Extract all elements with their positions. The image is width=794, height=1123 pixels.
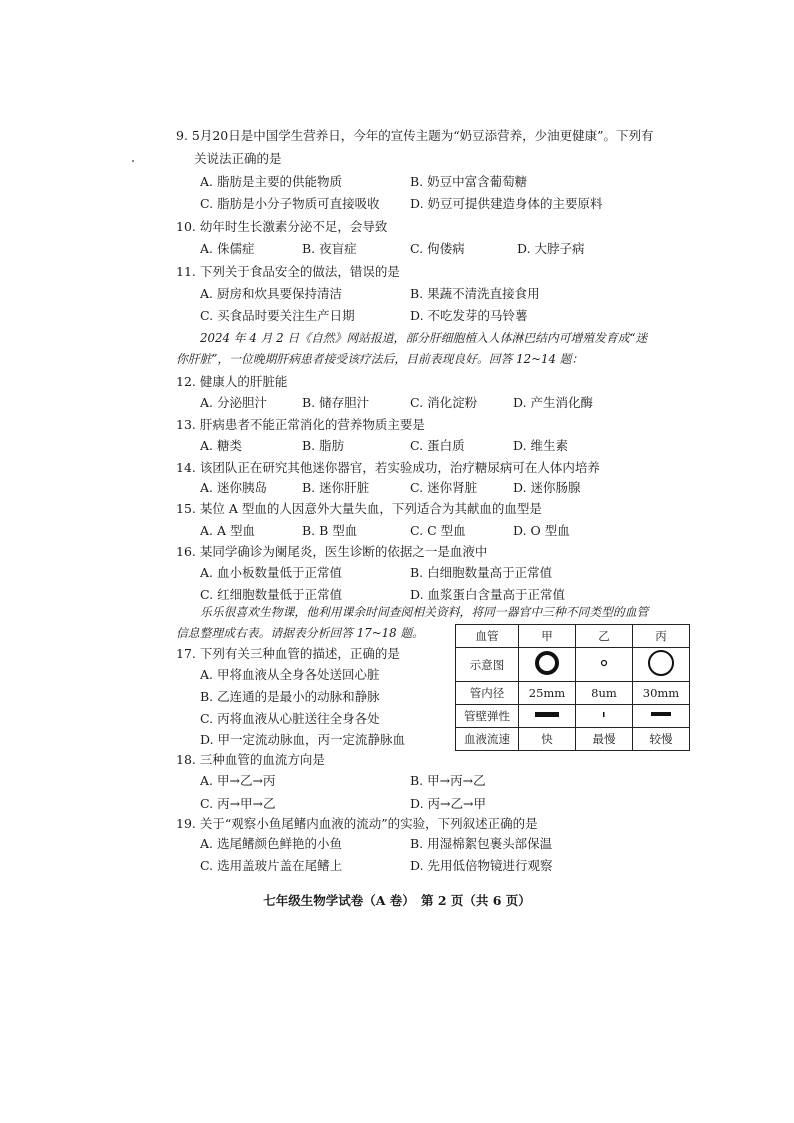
table-row-header	[456, 625, 690, 648]
q12-option-d: D. 产生消化酶	[513, 395, 594, 410]
q17-option-a: A. 甲将血液从全身各处送回心脏	[200, 667, 380, 682]
blood-vessel-table	[455, 624, 690, 751]
q15-stem: 15. 某位 A 型血的人因意外大量失血，下列适合为其献血的血型是	[176, 501, 542, 516]
q12-option-b: B. 储存胆汁	[302, 395, 370, 410]
q9-option-c: C. 脂肪是小分子物质可直接吸收	[200, 196, 380, 211]
q13-option-b: B. 脂肪	[302, 438, 345, 453]
q14-stem: 14. 该团队正在研究其他迷你器官，若实验成功，治疗糖尿病可在人体内培养	[176, 460, 600, 475]
table-cell: 管内径	[456, 682, 519, 705]
q11-stem: 11. 下列关于食品安全的做法，错误的是	[176, 264, 400, 279]
q13-option-a: A. 糖类	[200, 438, 242, 453]
q19-option-d: D. 先用低倍物镜进行观察	[410, 858, 553, 873]
q9-stem-line1: 9. 5月20日是中国学生营养日，今年的宣传主题为“奶豆添营养，少油更健康”。下列有	[176, 128, 654, 143]
q17-option-b: B. 乙连通的是最小的动脉和静脉	[200, 689, 380, 704]
table-cell: 8um	[576, 682, 633, 705]
table-row-elasticity	[456, 705, 690, 728]
vessel-c-elasticity-bar	[633, 705, 690, 728]
q16-option-b: B. 白细胞数量高于正常值	[410, 565, 553, 580]
q12-option-c: C. 消化淀粉	[410, 395, 478, 410]
passage-vessel-line1: 乐乐很喜欢生物课，他利用课余时间查阅相关资料，将同一器官中三种不同类型的血管	[200, 605, 649, 619]
q10-stem: 10. 幼年时生长激素分泌不足，会导致	[176, 219, 388, 234]
page-footer: 七年级生物学试卷（A 卷） 第 2 页（共 6 页）	[263, 893, 531, 908]
q15-option-a: A. A 型血	[200, 523, 255, 538]
passage-liver-line2: 你肝脏”，一位晚期肝病患者接受该疗法后，目前表现良好。回答 12~14 题：	[176, 352, 584, 366]
q9-option-a: A. 脂肪是主要的供能物质	[200, 174, 342, 189]
q19-option-b: B. 用湿棉絮包裹头部保温	[410, 836, 553, 851]
q15-option-d: D. O 型血	[513, 523, 570, 538]
q10-option-c: C. 佝偻病	[410, 241, 465, 256]
q10-option-a: A. 侏儒症	[200, 241, 255, 256]
table-row-speed	[456, 728, 690, 751]
vessel-b-elasticity-bar	[576, 705, 633, 728]
q11-option-a: A. 厨房和炊具要保持清洁	[200, 286, 342, 301]
q15-option-b: B. B 型血	[302, 523, 358, 538]
q12-option-a: A. 分泌胆汁	[200, 395, 267, 410]
table-row-diameter	[456, 682, 690, 705]
table-cell: 示意图	[456, 648, 519, 682]
table-cell: 血管	[456, 625, 519, 648]
vessel-b-diagram	[576, 648, 633, 682]
vessel-a-diagram	[519, 648, 576, 682]
q16-option-c: C. 红细胞数量低于正常值	[200, 587, 343, 602]
q11-option-b: B. 果蔬不清洗直接食用	[410, 286, 540, 301]
q9-stem-line2: 关说法正确的是	[194, 151, 282, 166]
q17-option-d: D. 甲一定流动脉血，丙一定流静脉血	[200, 732, 406, 747]
q18-stem: 18. 三种血管的血流方向是	[176, 752, 325, 767]
table-cell: 快	[519, 728, 576, 751]
q16-option-d: D. 血浆蛋白含量高于正常值	[410, 587, 566, 602]
q13-stem: 13. 肝病患者不能正常消化的营养物质主要是	[176, 417, 425, 432]
q19-option-a: A. 选尾鳍颜色鲜艳的小鱼	[200, 836, 342, 851]
table-cell: 血液流速	[456, 728, 519, 751]
q18-option-c: C. 丙→甲→乙	[200, 796, 276, 811]
q11-option-c: C. 买食品时要关注生产日期	[200, 308, 355, 323]
q10-option-b: B. 夜盲症	[302, 241, 357, 256]
q14-option-d: D. 迷你肠腺	[513, 480, 581, 495]
table-cell: 甲	[519, 625, 576, 648]
q14-option-c: C. 迷你肾脏	[410, 480, 478, 495]
q11-option-d: D. 不吃发芽的马铃薯	[410, 308, 528, 323]
q13-option-d: D. 维生素	[513, 438, 569, 453]
q12-stem: 12. 健康人的肝脏能	[176, 374, 288, 389]
table-cell: 丙	[633, 625, 690, 648]
q16-stem: 16. 某同学确诊为阑尾炎，医生诊断的依据之一是血液中	[176, 544, 488, 559]
passage-vessel-line2: 信息整理成右表。请据表分析回答 17~18 题。	[176, 626, 424, 640]
q19-stem: 19. 关于“观察小鱼尾鳍内血液的流动”的实验，下列叙述正确的是	[176, 816, 538, 831]
table-cell: 较慢	[633, 728, 690, 751]
table-row-diagram	[456, 648, 690, 682]
q16-option-a: A. 血小板数量低于正常值	[200, 565, 342, 580]
q9-option-b: B. 奶豆中富含葡萄糖	[410, 174, 528, 189]
q14-option-a: A. 迷你胰岛	[200, 480, 267, 495]
q18-option-a: A. 甲→乙→丙	[200, 773, 276, 788]
passage-liver-line1: 2024 年 4 月 2 日《自然》网站报道，部分肝细胞植入人体淋巴结内可增殖发育成“迷	[200, 331, 648, 345]
table-cell: 25mm	[519, 682, 576, 705]
table-cell: 乙	[576, 625, 633, 648]
q15-option-c: C. C 型血	[410, 523, 466, 538]
q13-option-c: C. 蛋白质	[410, 438, 465, 453]
table-cell: 管壁弹性	[456, 705, 519, 728]
q14-option-b: B. 迷你肝脏	[302, 480, 370, 495]
q18-option-b: B. 甲→丙→乙	[410, 773, 486, 788]
table-cell: 30mm	[633, 682, 690, 705]
q9-option-d: D. 奶豆可提供建造身体的主要原料	[410, 196, 603, 211]
q17-option-c: C. 丙将血液从心脏送往全身各处	[200, 711, 380, 726]
scan-speck	[132, 160, 134, 162]
q10-option-d: D. 大脖子病	[517, 241, 585, 256]
vessel-c-diagram	[633, 648, 690, 682]
q18-option-d: D. 丙→乙→甲	[410, 796, 486, 811]
vessel-a-elasticity-bar	[519, 705, 576, 728]
table-cell: 最慢	[576, 728, 633, 751]
q17-stem: 17. 下列有关三种血管的描述，正确的是	[176, 646, 400, 661]
q19-option-c: C. 选用盖玻片盖在尾鳍上	[200, 858, 343, 873]
